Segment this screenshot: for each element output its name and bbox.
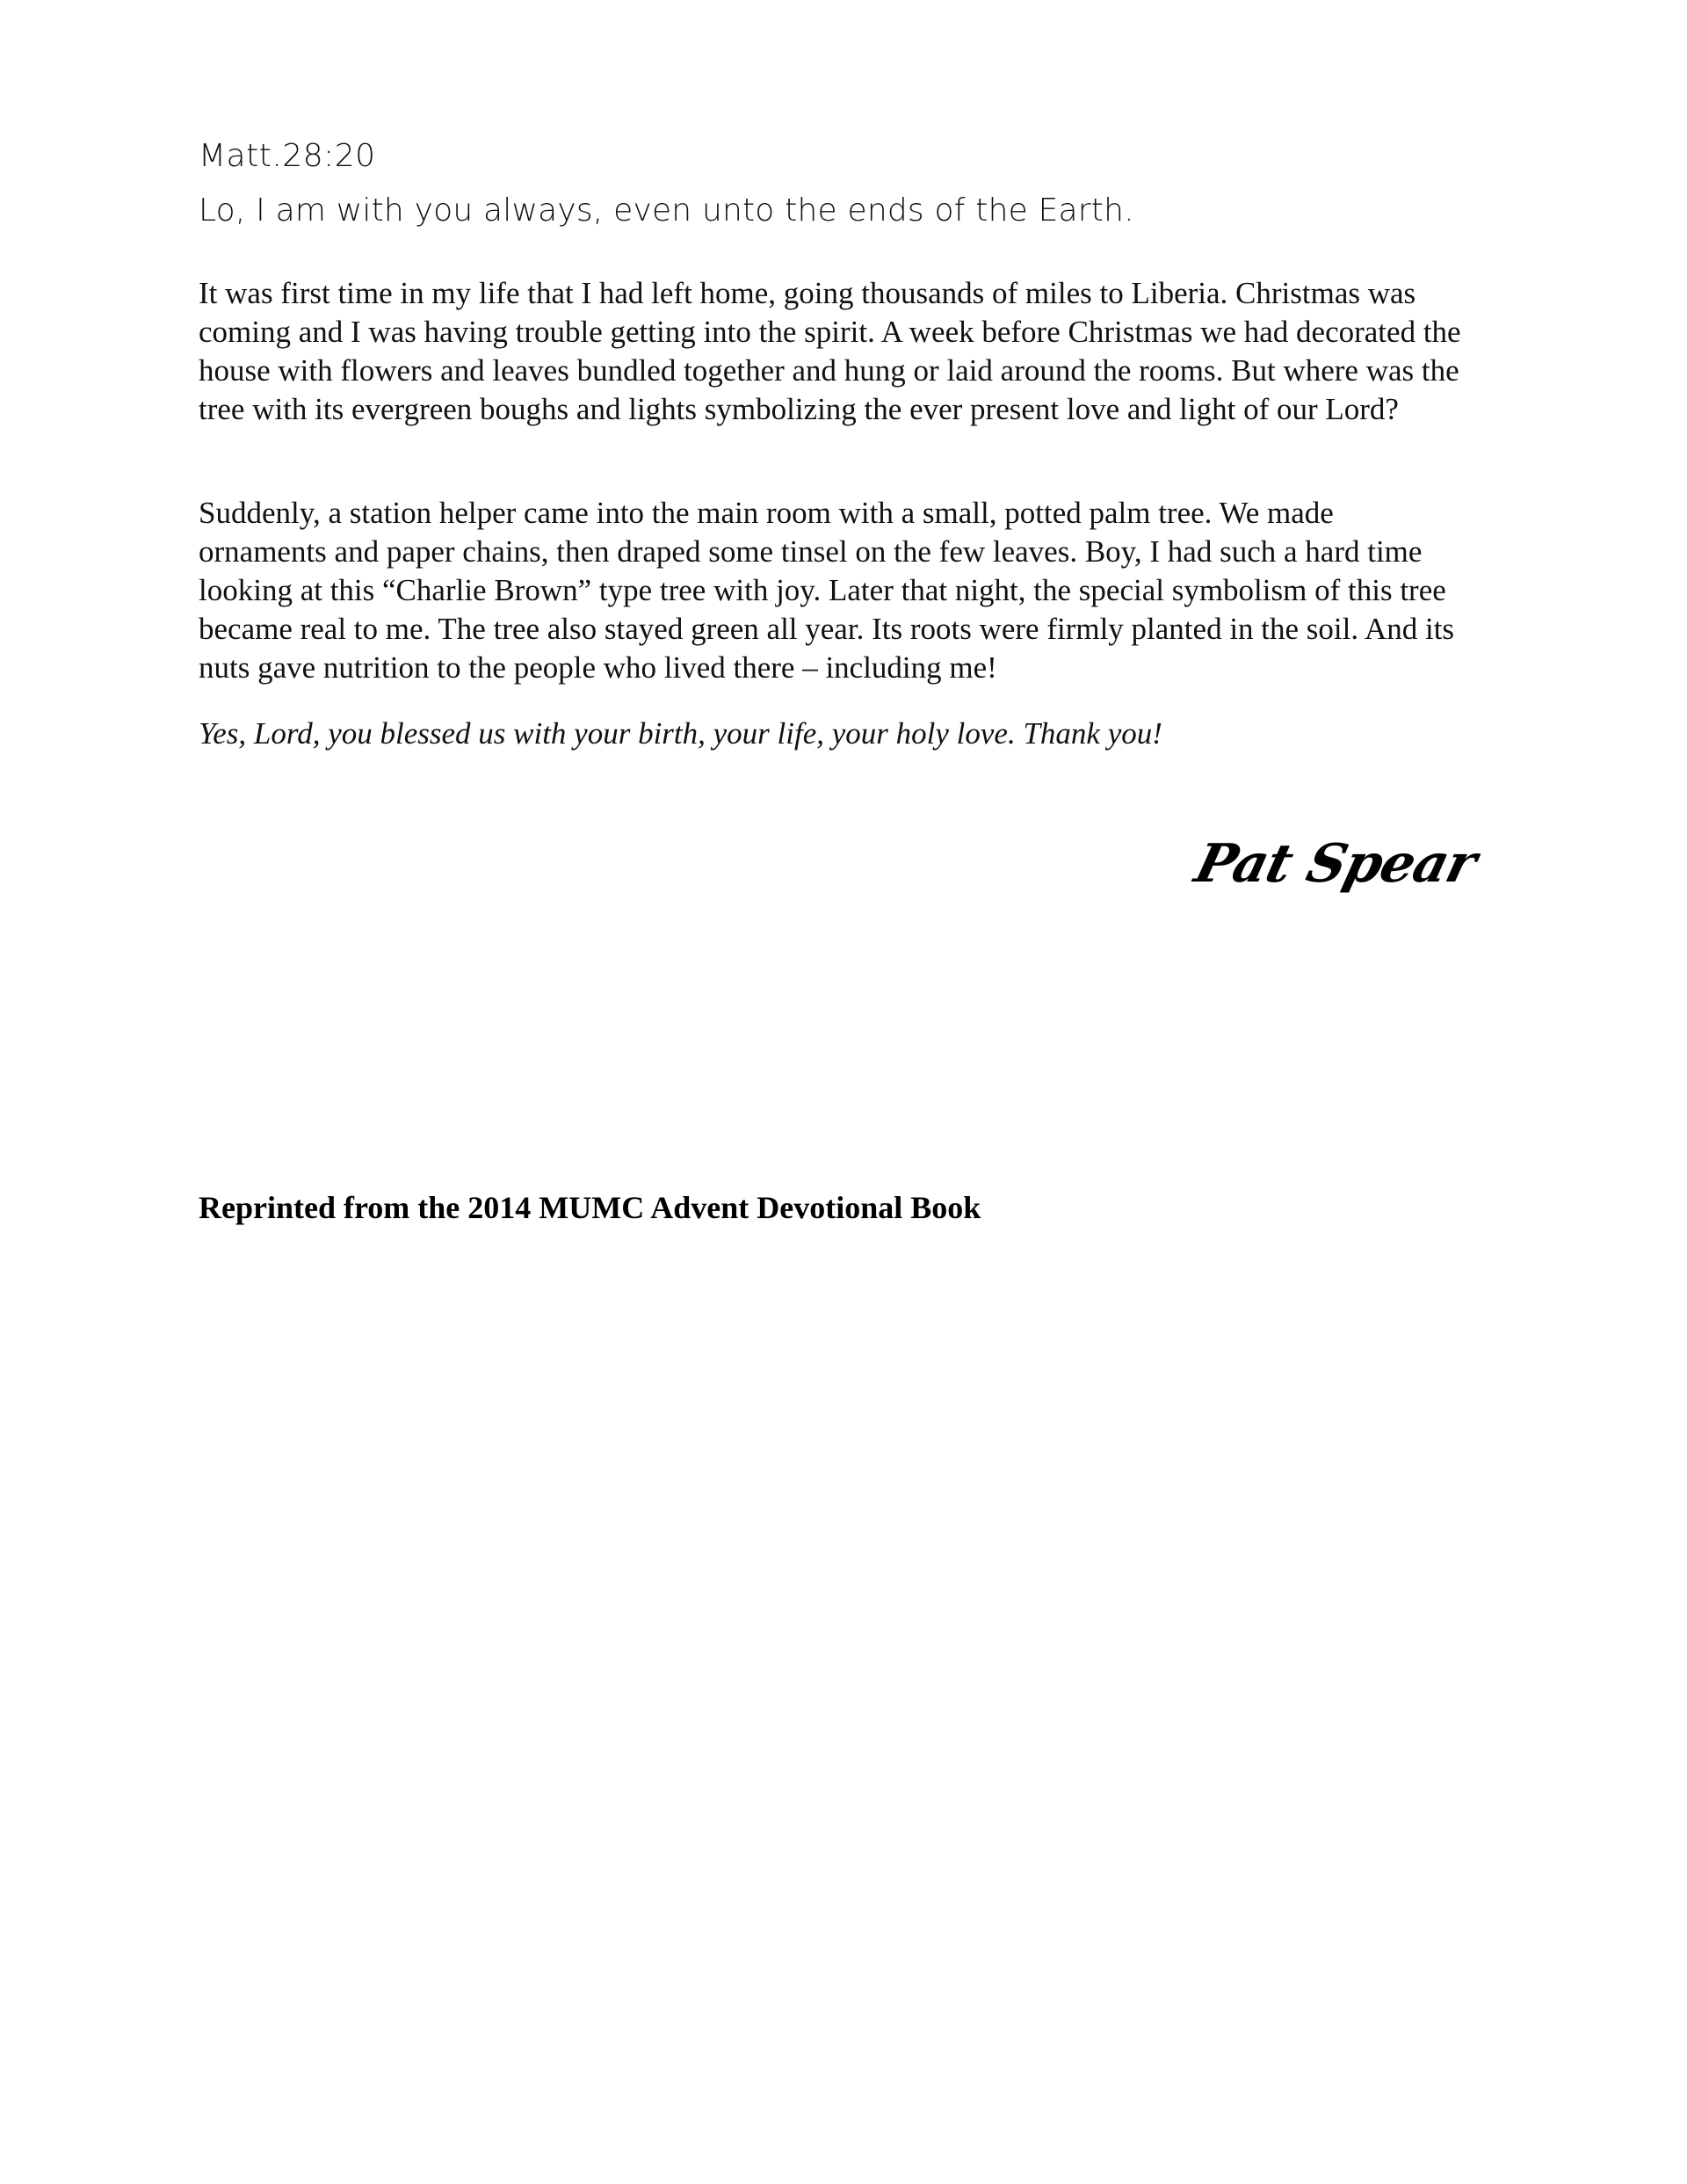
- body-paragraph-1: It was first time in my life that I had left home, going thousands of miles to Liberia. Christmas was coming and I was having trouble getting into the spirit. A week before Christmas we had decorated the house with flowers and leaves bundled together and hung or laid around the rooms. But where was the tree with its evergreen boughs and lights symbolizing the ever present love and light of our Lord?: [199, 276, 1461, 426]
- author-signature: Pat Spear: [1189, 833, 1482, 895]
- reprint-note: Reprinted from the 2014 MUMC Advent Devotional Book: [199, 1190, 981, 1225]
- body-paragraph-2: Suddenly, a station helper came into the main room with a small, potted palm tree. We made ornaments and paper chains, then draped some tinsel on the few leaves. Boy, I had such a hard time looking at this “Charlie Brown” type tree with joy. Later that night, the special symbolism of this tree became real to me. The tree also stayed green all year. Its roots were firmly planted in the soil. And its nuts gave nutrition to the people who lived there – including me!: [199, 496, 1455, 685]
- scripture-verse: Lo, I am with you always, even unto the ends of the Earth.: [199, 192, 1134, 229]
- scripture-reference: Matt.28:20: [199, 138, 376, 174]
- closing-prayer: Yes, Lord, you blessed us with your birth, your life, your holy love. Thank you!: [199, 716, 1162, 751]
